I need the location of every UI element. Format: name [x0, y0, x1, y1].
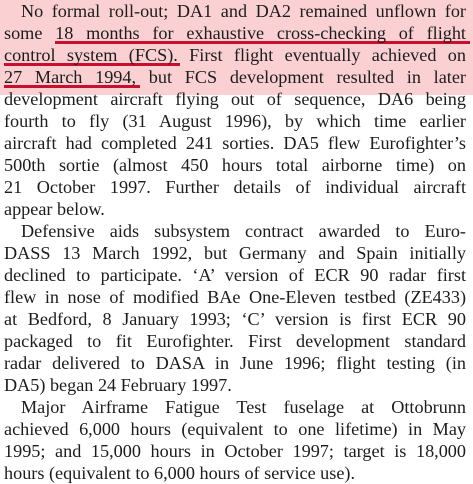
text-line: 500th sortie (almost 450 hours total airborne time) on [4, 155, 466, 175]
text-line: flew in nose of modified BAe One-Eleven testbed (ZE433) [4, 287, 466, 307]
text-line: hours (equivalent to 6,000 hours of service use). [4, 463, 356, 483]
text-line: packaged to fit Eurofighter. First development standard [4, 331, 466, 351]
text-line: fourth to fly (31 August 1996), by which time earlier [4, 111, 466, 131]
text-line: aircraft had completed 241 sorties. DA5 flew Eurofighter’s [4, 133, 466, 153]
text-line: achieved 6,000 hours (equivalent to one lifetime) in May [4, 419, 466, 439]
text-line: Major Airframe Fatigue Test fuselage at Ottobrunn [21, 397, 466, 417]
text-line: No formal roll-out; DA1 and DA2 remained unflown for [21, 1, 466, 21]
text-line: DASS 13 March 1992, but Germany and Spain initially [4, 243, 466, 263]
text-line: radar delivered to DASA in June 1996; flight testing (in [4, 353, 466, 373]
text-line: 27 March 1994, but FCS development resulted in later [4, 67, 466, 87]
text-line: Defensive aids subsystem contract awarded to Euro- [21, 221, 466, 241]
text-line: at Bedford, 8 January 1993; ‘C’ version is first ECR 90 [4, 309, 466, 329]
text-line: DA5) began 24 February 1997. [4, 375, 232, 395]
text-line: 1995; and 15,000 hours in October 1997; target is 18,000 [4, 441, 466, 461]
text-line: control system (FCS). First flight eventually achieved on [4, 45, 466, 65]
text-line: appear below. [4, 199, 105, 219]
text-line: declined to participate. ‘A’ version of ECR 90 radar first [4, 265, 466, 285]
text-line: development aircraft flying out of sequence, DA6 being [4, 89, 466, 109]
text-line: some 18 months for exhaustive cross-checking of flight [4, 23, 466, 43]
text-line: 21 October 1997. Further details of individual aircraft [4, 177, 466, 197]
